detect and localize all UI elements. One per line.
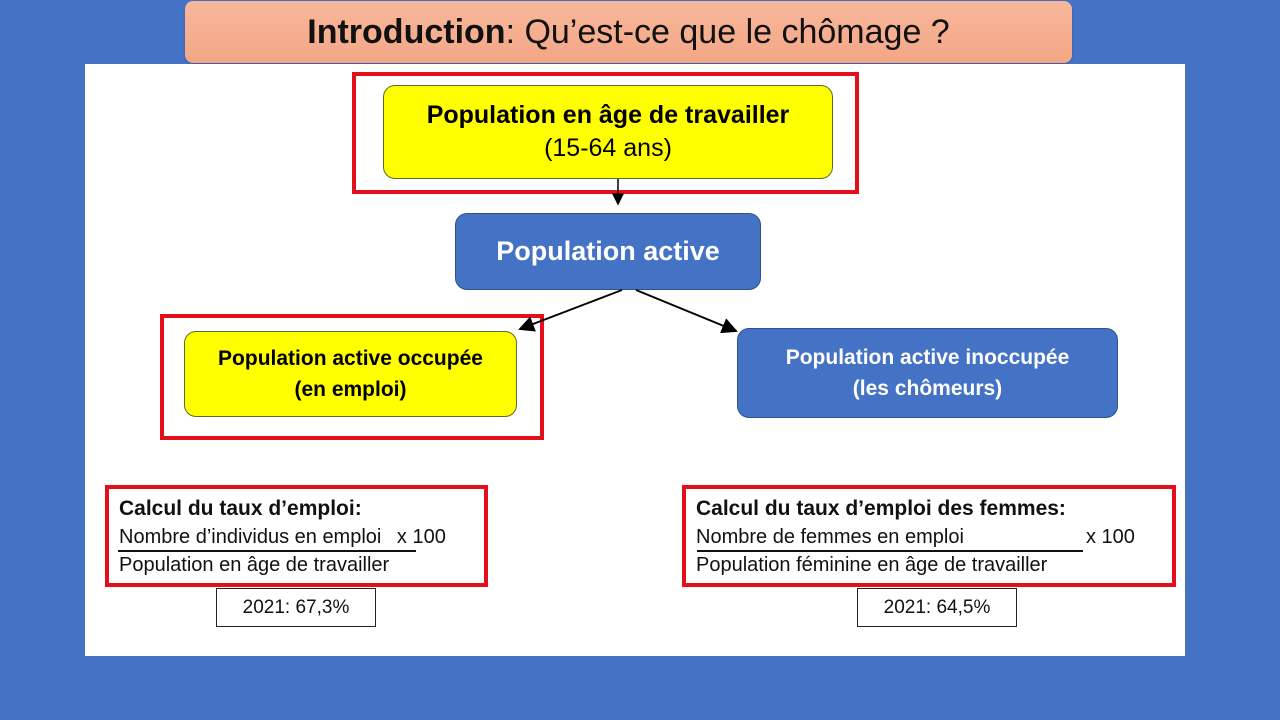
women-employment-rate-fraction-bar xyxy=(697,550,1083,552)
title-rest: : Qu’est-ce que le chômage ? xyxy=(505,12,950,51)
women-employment-rate-heading: Calcul du taux d’emploi des femmes: xyxy=(696,497,1066,520)
employment-rate-denominator: Population en âge de travailler xyxy=(119,554,390,576)
unemployed-sub: (les chômeurs) xyxy=(852,377,1003,400)
working-age-label: Population en âge de travailler xyxy=(426,101,790,129)
arrow-to-unemployed xyxy=(636,290,736,331)
title-bold: Introduction xyxy=(307,12,506,51)
employment-rate-formula xyxy=(105,485,488,587)
unemployed-label: Population active inoccupée xyxy=(785,346,1070,369)
women-employment-rate-multiplier: x 100 xyxy=(1086,526,1135,548)
women-employment-rate-denominator: Population féminine en âge de travailler xyxy=(696,554,1048,576)
women-employment-rate-numerator-row xyxy=(696,523,1162,551)
arrow-to-employed xyxy=(520,290,622,329)
employed-label: Population active occupée xyxy=(218,347,483,370)
employment-rate-numerator: Nombre d’individus en emploi xyxy=(119,526,382,548)
employed-sub: (en emploi) xyxy=(294,378,407,401)
women-employment-rate-result: 2021: 64,5% xyxy=(857,588,1017,627)
employment-rate-heading: Calcul du taux d’emploi: xyxy=(119,497,362,520)
employment-rate-result: 2021: 67,3% xyxy=(216,588,376,627)
employment-rate-numerator-row xyxy=(119,523,474,551)
employment-rate-multiplier: x 100 xyxy=(396,526,446,548)
active-population-label: Population active xyxy=(496,236,720,266)
working-age-range: (15-64 ans) xyxy=(544,134,672,162)
women-employment-rate-formula xyxy=(682,485,1176,587)
women-employment-rate-numerator: Nombre de femmes en emploi xyxy=(696,526,964,548)
employment-rate-fraction-bar xyxy=(118,550,416,552)
